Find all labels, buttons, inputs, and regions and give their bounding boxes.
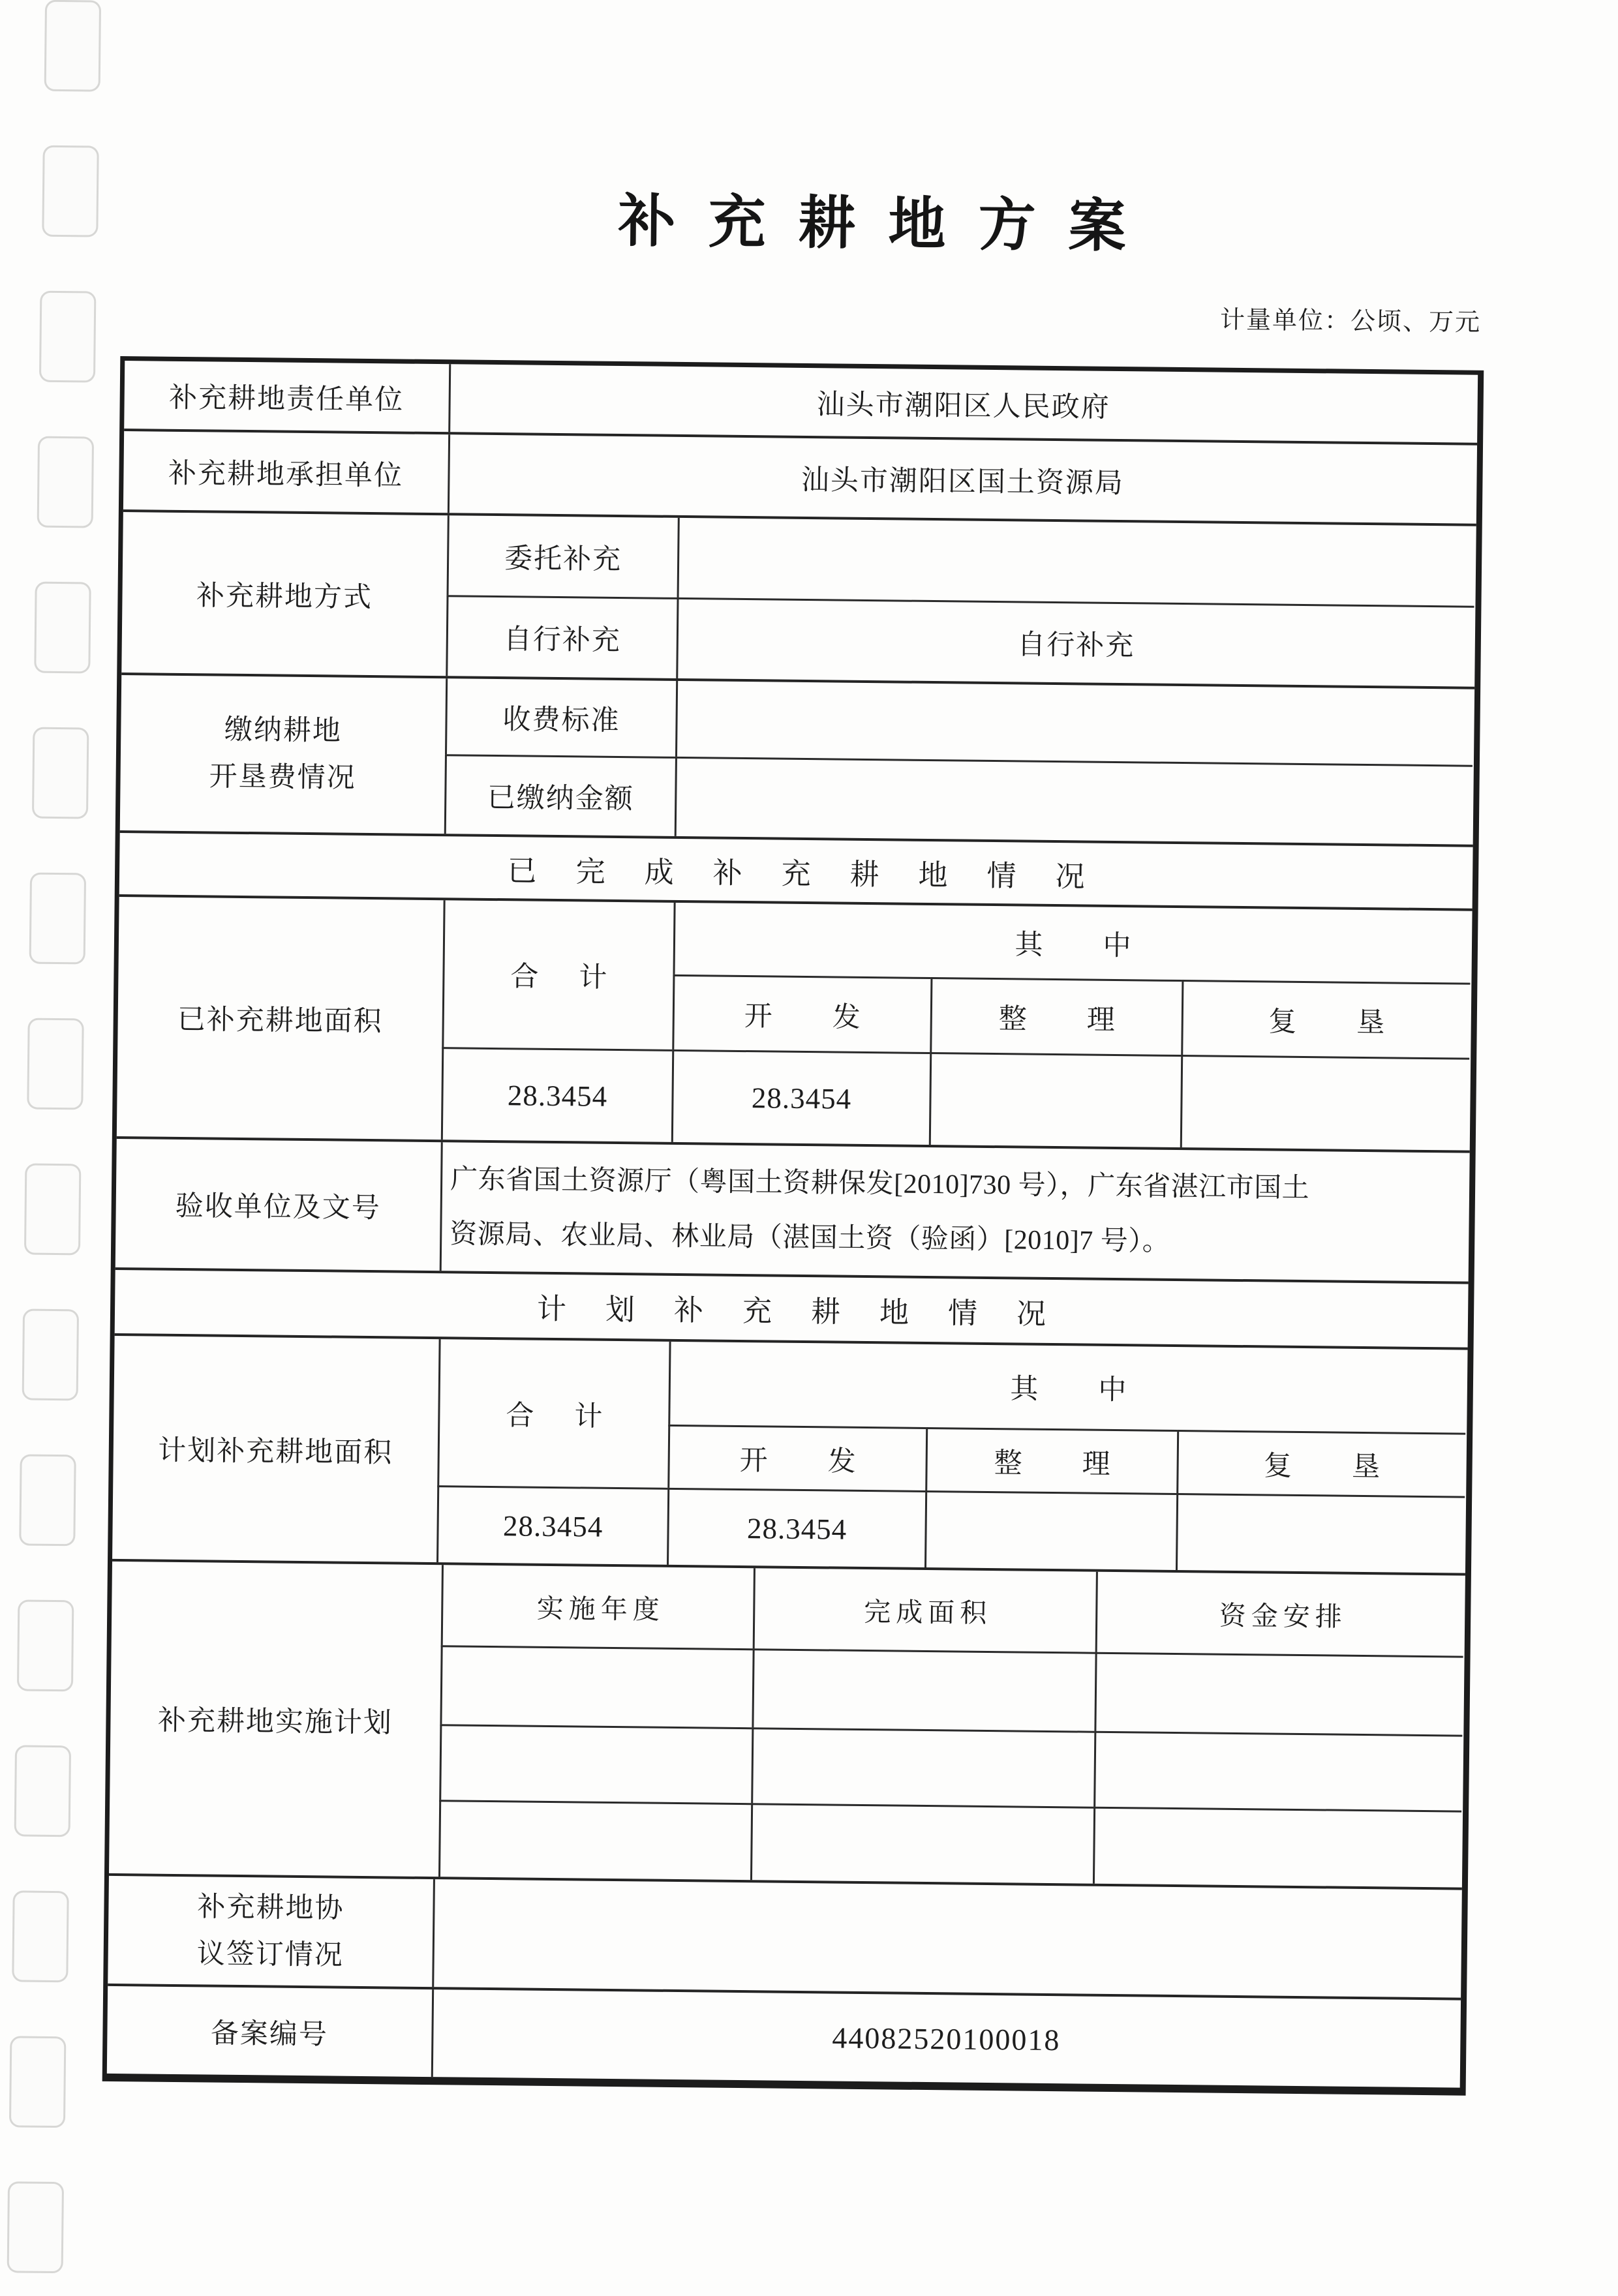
fee-paid-label: 已缴纳金额 [444, 754, 675, 836]
responsible-unit-value: 汕头市潮阳区人民政府 [448, 364, 1476, 442]
binding-hole [7, 2181, 63, 2273]
rows-reclamation-fee [120, 672, 1474, 845]
record-number-value: 44082520100018 [431, 1989, 1459, 2087]
planned-consolidate-value [924, 1490, 1176, 1570]
binding-hole [24, 1163, 81, 1255]
binding-hole [9, 2036, 66, 2128]
completed-total-label: 合计 [442, 900, 673, 1050]
binding-hole [27, 1018, 84, 1110]
reclamation-fee-label-line1: 缴纳耕地 [224, 714, 343, 747]
planned-reclaim-value [1176, 1493, 1465, 1573]
entrusted-supplement-label: 委托补充 [447, 515, 678, 597]
completed-consolidate-label: 整理 [930, 977, 1182, 1055]
completed-total-value: 28.3454 [441, 1047, 672, 1142]
binding-hole [31, 727, 88, 819]
self-supplement-label: 自行补充 [446, 595, 677, 678]
agreement-label-line2: 议签订情况 [196, 1938, 344, 1971]
agreement-label [108, 1876, 433, 1987]
block-completed-area [117, 894, 1473, 1151]
record-number-label: 备案编号 [210, 2018, 329, 2050]
implementation-col-area: 完成面积 [753, 1568, 1096, 1652]
fee-paid-value [675, 757, 1473, 845]
binding-holes [2, 0, 1618, 8]
acceptance-value-line1: 广东省国土资源厅（粤国土资耕保发[2010]730 号），广东省湛江市国土 [450, 1164, 1310, 1203]
planned-total-label: 合计 [437, 1339, 669, 1488]
implementation-col-year: 实施年度 [441, 1565, 754, 1648]
agreement-label-line1: 补充耕地协 [197, 1891, 344, 1924]
planned-develop-value: 28.3454 [667, 1488, 925, 1567]
self-supplement-value: 自行补充 [676, 597, 1474, 687]
implementation-plan-label: 补充耕地实施计划 [157, 1705, 393, 1738]
implementation-cell [1093, 1807, 1461, 1888]
planned-develop-label: 开发 [667, 1425, 926, 1490]
planned-reclaim-label: 复垦 [1176, 1430, 1465, 1496]
responsible-unit-label: 补充耕地责任单位 [168, 382, 404, 416]
binding-hole [29, 873, 86, 965]
fee-standard-label: 收费标准 [445, 678, 676, 757]
implementation-cell [1093, 1731, 1462, 1811]
completed-reclaim-value [1180, 1055, 1469, 1151]
binding-hole [22, 1308, 78, 1400]
acceptance-label: 验收单位及文号 [175, 1190, 381, 1224]
implementation-col-fund: 资金安排 [1095, 1572, 1464, 1656]
planned-consolidate-label: 整理 [925, 1427, 1177, 1493]
completed-reclaim-label: 复垦 [1181, 980, 1470, 1058]
planned-among-label: 其中 [668, 1342, 1466, 1433]
binding-hole [42, 145, 99, 237]
undertaking-unit-label: 补充耕地承担单位 [168, 458, 404, 492]
form-table [102, 356, 1484, 2096]
binding-hole [44, 0, 101, 92]
planned-section-title: 计划补充耕地情况 [536, 1292, 1086, 1331]
fee-standard-value [675, 681, 1473, 765]
completed-among-label: 其中 [673, 903, 1471, 983]
implementation-cell [439, 1724, 752, 1803]
binding-hole [16, 1599, 73, 1691]
completed-develop-value: 28.3454 [671, 1050, 930, 1145]
planned-area-label: 计划补充耕地面积 [158, 1435, 393, 1468]
implementation-cell [752, 1648, 1095, 1730]
binding-hole [19, 1454, 76, 1546]
entrusted-supplement-value [677, 518, 1475, 606]
block-implementation-plan [109, 1559, 1465, 1888]
binding-hole [12, 1890, 69, 1982]
rows-supplement-method [121, 509, 1476, 687]
completed-develop-label: 开发 [672, 974, 930, 1052]
planned-total-value: 28.3454 [436, 1485, 667, 1565]
implementation-cell [440, 1645, 752, 1727]
implementation-cell [751, 1727, 1094, 1806]
row-responsible-unit [124, 361, 1478, 443]
undertaking-unit-value: 汕头市潮阳区国土资源局 [448, 434, 1476, 523]
implementation-cell [750, 1803, 1093, 1883]
implementation-cell [1094, 1652, 1463, 1735]
completed-area-label: 已补充耕地面积 [177, 1004, 383, 1038]
page-title: 补充耕地方案 [618, 190, 1159, 260]
binding-hole [34, 582, 91, 674]
block-planned-area [112, 1333, 1468, 1573]
row-agreement [108, 1873, 1462, 1998]
reclamation-fee-label [120, 675, 446, 834]
supplement-method-label: 补充耕地方式 [196, 580, 373, 613]
reclamation-fee-label-line2: 开垦费情况 [209, 761, 356, 794]
row-acceptance [115, 1136, 1470, 1282]
completed-section-title: 已完成补充耕地情况 [507, 854, 1124, 894]
measurement-unit-note: 计量单位：公顷、万元 [1219, 306, 1482, 337]
row-undertaking-unit [123, 429, 1477, 524]
acceptance-value-line2: 资源局、农业局、林业局（湛国土资（验函）[2010]7 号）。 [450, 1218, 1170, 1257]
binding-hole [37, 436, 93, 528]
completed-consolidate-value [929, 1052, 1181, 1147]
binding-hole [14, 1745, 71, 1837]
row-record-number [107, 1984, 1461, 2088]
acceptance-value [440, 1142, 1469, 1281]
implementation-cell [438, 1800, 751, 1880]
agreement-value [432, 1879, 1461, 1997]
